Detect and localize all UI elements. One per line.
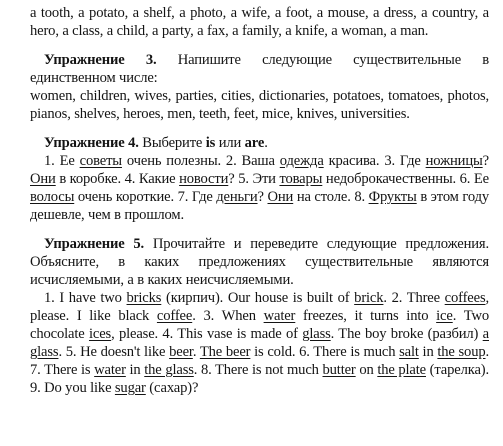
- underlined-word: coffee: [156, 308, 193, 324]
- underlined-word: brick: [354, 290, 384, 306]
- underlined-word: beer: [169, 344, 193, 360]
- text-segment: , please. I like black: [30, 290, 489, 324]
- underlined-word: the soup: [437, 344, 486, 360]
- underlined-word: coffees: [444, 290, 486, 306]
- exercise-5-sentences: [30, 289, 489, 397]
- underlined-word: ice: [436, 308, 453, 324]
- text-segment: (сахар)?: [145, 380, 199, 396]
- option-are: are: [244, 135, 265, 151]
- exercise-4-heading: [30, 134, 489, 152]
- text-segment: 1. Ее: [44, 153, 80, 169]
- text-segment: . 5. He doesn't like: [58, 344, 170, 360]
- underlined-word: одежда: [279, 153, 324, 169]
- exercise-3-title: Упражнение 3.: [44, 52, 157, 68]
- text-segment: очень короткие. 7. Где: [74, 189, 217, 205]
- text-segment: ? 5. Эти: [228, 171, 280, 187]
- text-segment: . The boy broke (разбил): [330, 326, 483, 342]
- text-segment: freezes, it turns into: [295, 308, 437, 324]
- text-segment: в коробке. 4. Какие: [55, 171, 180, 187]
- exercise-5: [30, 235, 489, 397]
- underlined-word: the plate: [377, 362, 426, 378]
- exercise-3-heading: [30, 51, 489, 87]
- text-segment: , please. 4. This vase is made of: [111, 326, 303, 342]
- text-segment: (тарелка). 9. Do you like: [30, 362, 489, 396]
- text-segment: очень полезны. 2. Ваша: [121, 153, 280, 169]
- text-segment: в этом году дешевле, чем в прошлом.: [30, 189, 490, 223]
- text-segment: . Two chocolate: [30, 308, 489, 342]
- underlined-word: a glass: [30, 326, 489, 360]
- option-is: is: [205, 135, 216, 151]
- exercise-4-sentences: [30, 152, 489, 224]
- underlined-word: новости: [179, 171, 229, 187]
- text-segment: . 7. There is: [30, 344, 489, 378]
- underlined-word: water: [263, 308, 296, 324]
- underlined-word: water: [94, 362, 126, 378]
- text-segment: in: [418, 344, 438, 360]
- underlined-word: sugar: [114, 380, 146, 396]
- text-segment: . 2. Three: [383, 290, 445, 306]
- text-segment: is cold. 6. There is much: [250, 344, 400, 360]
- text-segment: красива. 3. Где: [323, 153, 426, 169]
- text-segment: . 3. When: [192, 308, 264, 324]
- intro-word-list: a tooth, a potato, a shelf, a photo, a wife, a foot, a mouse, a dress, a country, a hero, a class, a child, a party, a fax, a family, a knife, a woman, a man.: [30, 5, 489, 39]
- underlined-word: волосы: [30, 189, 75, 205]
- underlined-word: деньги: [216, 189, 258, 205]
- exercise-4-instruction-pre: Выберите: [142, 135, 203, 151]
- underlined-word: glass: [302, 326, 331, 342]
- text-segment: on: [355, 362, 378, 378]
- underlined-word: salt: [399, 344, 419, 360]
- text-segment: . 8. There is not much: [193, 362, 323, 378]
- exercise-5-title: Упражнение 5.: [44, 236, 145, 252]
- underlined-word: Они: [30, 171, 56, 187]
- exercise-4: [30, 134, 489, 224]
- text-segment: in: [125, 362, 145, 378]
- text-segment: 1. I have two: [44, 290, 127, 306]
- exercise-3-words: women, children, wives, parties, cities, dictionaries, potatoes, tomatoes, photos, pianos, shelves, heroes, men, teeth, feet, mice, knives, universities.: [30, 88, 489, 122]
- exercise-4-title: Упражнение 4.: [44, 135, 139, 151]
- underlined-word: The beer: [199, 344, 251, 360]
- exercise-5-instruction: Прочитайте и переведите следующие предложения. Объясните, в каких предложениях существительные являются исчисляемыми, а в каких неисчисляемыми.: [30, 236, 489, 288]
- underlined-word: the glass: [144, 362, 194, 378]
- exercise-5-heading: [30, 235, 489, 289]
- text-segment: на столе. 8.: [293, 189, 369, 205]
- text-segment: (кирпич). Our house is built of: [161, 290, 355, 306]
- underlined-word: butter: [322, 362, 356, 378]
- exercise-3-instruction: Напишите следующие существительные в единственном числе:: [30, 52, 489, 86]
- text-segment: ?: [482, 153, 489, 169]
- exercise-4-instruction-end: .: [264, 135, 268, 151]
- underlined-word: ножницы: [425, 153, 483, 169]
- underlined-word: Они: [267, 189, 294, 205]
- word-or: или: [218, 135, 242, 151]
- text-segment: ?: [257, 189, 268, 205]
- underlined-word: ices: [88, 326, 112, 342]
- underlined-word: bricks: [126, 290, 162, 306]
- text-segment: .: [192, 344, 200, 360]
- underlined-word: товары: [279, 171, 323, 187]
- text-segment: недоброкачественны. 6. Ее: [322, 171, 490, 187]
- underlined-word: советы: [79, 153, 122, 169]
- underlined-word: Фрукты: [368, 189, 417, 205]
- exercise-3: [30, 51, 489, 123]
